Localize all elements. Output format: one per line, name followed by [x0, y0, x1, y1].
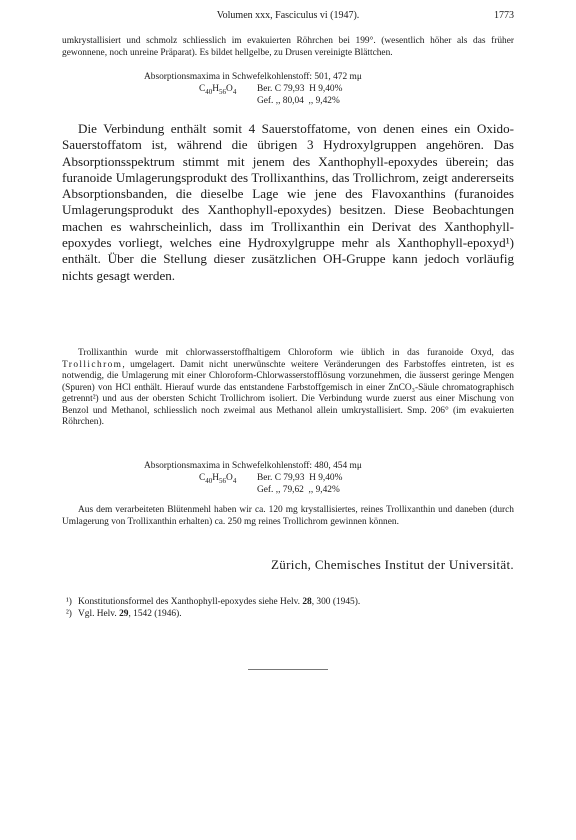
footnotes: [62, 596, 514, 620]
calc-analysis-1: Ber. C 79,93 H 9,40%: [257, 84, 343, 94]
calc-analysis-2: Ber. C 79,93 H 9,40%: [257, 473, 343, 483]
footnote-1-text: Konstitutionsformel des Xanthophyll-epoxydes siehe Helv. 28, 300 (1945).: [78, 597, 361, 607]
yield-paragraph: [62, 505, 514, 528]
top-paragraph-text: umkrystallisiert und schmolz schliesslich im evakuierten Röhrchen bei 199°. (wesentlich höher als das früher gewonnene, noch unreine Präparat). Es bildet hellgelbe, zu Drusen vereinigte Blättchen.: [62, 36, 514, 58]
main-paragraph-text: Die Verbindung enthält somit 4 Sauerstoffatome, von denen eines ein Oxido-Sauerstoffatom ist, während die übrigen 3 Hydroxylgruppen angehören. Das Absorptionsspektrum stimmt mit jenem des Xanthophyll-epoxydes überein; das furanoide Umlagerungsprodukt des Trollixanthins, das Trollichrom, zeigt andererseits Absorptionsbanden, die dieselbe Lage wie jene des Flavoxanthins (furanoides Umlagerungsprodukt des Xanthophyll-epoxydes) besitzen. Diese Beobachtungen machen es wahrscheinlich, dass im Trollixanthin ein Derivat des Xanthophyll-epoxydes vorliegt, welches eine Hydroxylgruppe mehr als Xanthophyll-epoxyd¹) enthält. Über die Stellung dieser zusätzlichen OH-Gruppe kann jedoch vorläufig nichts gesagt werden.: [62, 121, 514, 283]
footnote-1-mark: ¹): [66, 597, 72, 607]
footnote-1: [62, 596, 514, 608]
end-rule: [248, 669, 328, 670]
trollichrom-spaced: Trollichrom: [62, 359, 123, 370]
yield-paragraph-text: Aus dem verarbeiteten Blütenmehl haben wir ca. 120 mg krystallisiertes, reines Trollixanthin und daneben (durch Umlagerung von Trollixanthin erhalten) ca. 250 mg reines Trollichrom gewinnen können.: [62, 505, 514, 527]
footnote-2-mark: ²): [66, 609, 72, 619]
found-analysis-1: Gef. ,, 80,04 ,, 9,42%: [257, 96, 340, 106]
molecular-formula-1: $C_{40}H_{56}O_4$: [199, 84, 237, 96]
absorption-maxima-1: Absorptionsmaxima in Schwefelkohlenstoff: 501, 472 mμ: [144, 72, 362, 82]
page-header: [62, 10, 514, 24]
second-paragraph-text: [62, 348, 514, 429]
page-number: 1773: [494, 10, 514, 21]
second-para-part2: , umgelagert. Damit nicht unerwünschte weitere Veränderungen des Farbstoffes eintreten, ist es notwendig, die Umlagerung mit einer Chloroform-Chlorwasserstofflösung vorzunehmen, die äusserst geringe Mengen (Spuren) von HCl enthält. Hierauf wurde das entstandene Farbstoffgemisch in einer ZnCO₃-Säule chromatographisch getrennt²) und aus der obersten Schicht Trollichrom isoliert. Die Verbindung wurde zuerst aus einer Mischung von Benzol und Methanol, schliesslich noch zweimal aus Methanol allein umkrystallisiert. Smp. 206° (im evakuierten Röhrchen).: [62, 359, 514, 427]
absorption-maxima-2: Absorptionsmaxima in Schwefelkohlenstoff: 480, 454 mμ: [144, 461, 362, 471]
molecular-formula-2: $C_{40}H_{56}O_4$: [199, 473, 237, 485]
footnote-2-text: Vgl. Helv. 29, 1542 (1946).: [78, 609, 182, 619]
main-paragraph: [62, 121, 514, 284]
affiliation: Zürich, Chemisches Institut der Universität.: [270, 557, 514, 572]
top-paragraph: [62, 36, 514, 59]
second-paragraph: [62, 348, 514, 429]
second-para-part1: Trollixanthin wurde mit chlorwasserstoffhaltigem Chloroform wie üblich in das furanoide Oxyd, das: [78, 348, 514, 358]
footnote-2: [62, 608, 514, 620]
found-analysis-2: Gef. ,, 79,62 ,, 9,42%: [257, 485, 340, 495]
journal-volume: Volumen xxx, Fasciculus vi (1947).: [216, 10, 360, 21]
